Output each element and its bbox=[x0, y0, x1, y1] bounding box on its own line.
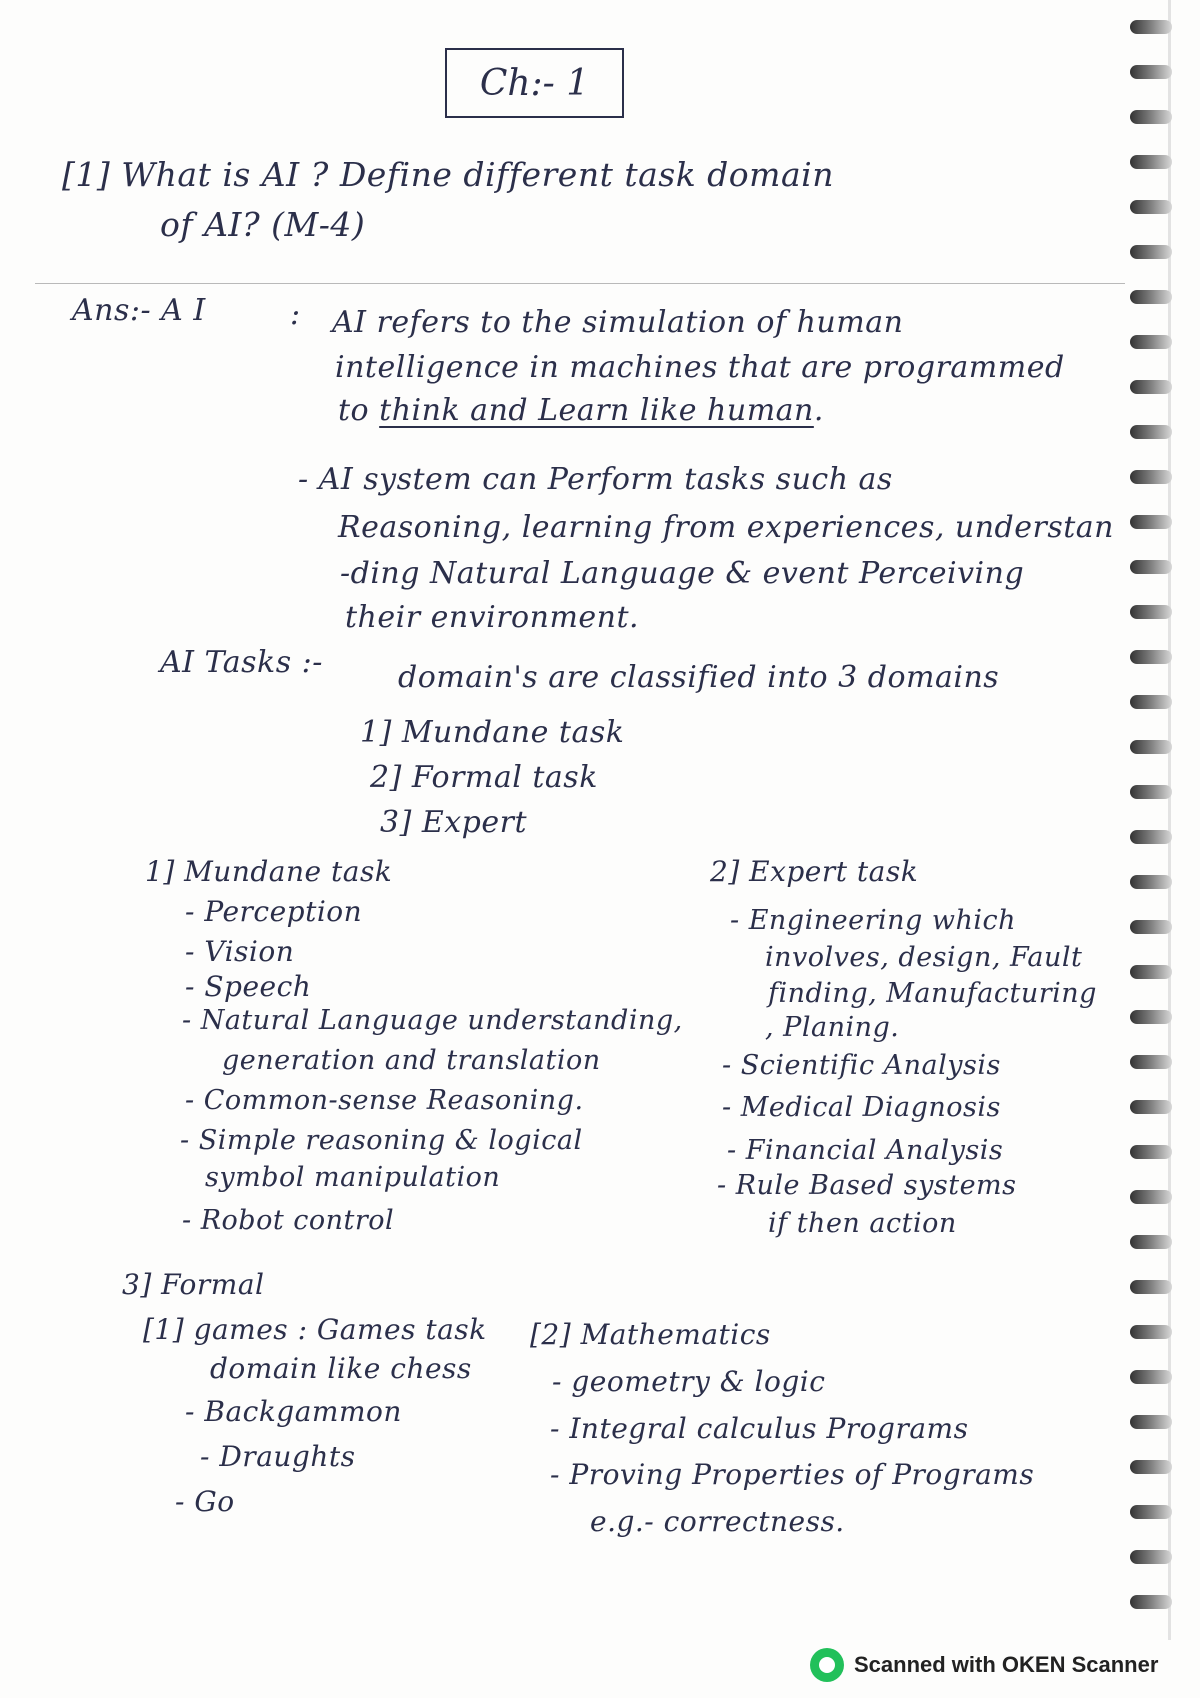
expert-item: involves, design, Fault bbox=[765, 942, 1083, 973]
mundane-heading: 1] Mundane task bbox=[145, 855, 393, 888]
definition-underlined: think and Learn like human bbox=[379, 393, 814, 428]
expert-heading: 2] Expert task bbox=[710, 855, 919, 888]
mundane-item: symbol manipulation bbox=[205, 1162, 501, 1193]
binding-ring bbox=[1130, 695, 1172, 709]
binding-ring bbox=[1130, 560, 1172, 574]
games-item: - Go bbox=[175, 1485, 235, 1518]
mundane-item: - Natural Language understanding, bbox=[182, 1005, 683, 1036]
mundane-item: - Robot control bbox=[182, 1205, 395, 1236]
binding-ring bbox=[1130, 1370, 1172, 1384]
expert-item: - Rule Based systems bbox=[717, 1170, 1017, 1201]
definition-line-2: intelligence in machines that are programmed bbox=[335, 350, 1065, 385]
math-heading: [2] Mathematics bbox=[530, 1318, 771, 1351]
binding-ring bbox=[1130, 1010, 1172, 1024]
system-line-4: their environment. bbox=[345, 600, 640, 635]
mundane-item: - Speech bbox=[185, 970, 312, 1003]
definition-line-3 bbox=[338, 393, 824, 428]
math-item: - geometry & logic bbox=[552, 1365, 826, 1398]
expert-item: , Planing. bbox=[765, 1012, 900, 1043]
mundane-item: - Vision bbox=[185, 935, 295, 968]
mundane-item: generation and translation bbox=[222, 1045, 601, 1076]
chapter-title: Ch:- 1 bbox=[445, 48, 624, 118]
question-line-2: of AI? (M-4) bbox=[160, 205, 366, 244]
tasks-list-item-1: 1] Mundane task bbox=[360, 715, 625, 750]
games-item: - Draughts bbox=[200, 1440, 356, 1473]
binding-ring bbox=[1130, 1145, 1172, 1159]
binding-ring bbox=[1130, 1055, 1172, 1069]
binding-ring bbox=[1130, 380, 1172, 394]
tasks-intro: domain's are classified into 3 domains bbox=[398, 660, 1000, 695]
binding-ring bbox=[1130, 1550, 1172, 1564]
games-line-1: [1] games : Games task bbox=[143, 1313, 487, 1346]
binding-ring bbox=[1130, 515, 1172, 529]
binding-ring bbox=[1130, 1325, 1172, 1339]
binding-ring bbox=[1130, 20, 1172, 34]
binding-ring bbox=[1130, 875, 1172, 889]
question-line-1: [1] What is AI ? Define different task domain bbox=[62, 155, 834, 194]
answer-label: Ans:- A I bbox=[72, 293, 206, 328]
tasks-label: AI Tasks :- bbox=[160, 645, 323, 680]
expert-item: - Medical Diagnosis bbox=[722, 1092, 1001, 1123]
scanner-text: Scanned with OKEN Scanner bbox=[854, 1652, 1159, 1677]
expert-item: if then action bbox=[768, 1208, 957, 1239]
expert-item: finding, Manufacturing bbox=[768, 978, 1097, 1009]
notebook-rule bbox=[35, 283, 1125, 284]
binding-ring bbox=[1130, 1100, 1172, 1114]
definition-line-3-prefix: to bbox=[338, 393, 370, 428]
expert-item: - Engineering which bbox=[730, 905, 1017, 936]
mundane-item: - Common-sense Reasoning. bbox=[185, 1085, 584, 1116]
spiral-binding bbox=[1130, 0, 1180, 1650]
definition-line-1: AI refers to the simulation of human bbox=[332, 305, 904, 340]
system-line-2: Reasoning, learning from experiences, understan bbox=[338, 510, 1115, 545]
binding-ring bbox=[1130, 200, 1172, 214]
binding-ring bbox=[1130, 785, 1172, 799]
math-item: e.g.- correctness. bbox=[590, 1505, 845, 1538]
binding-ring bbox=[1130, 290, 1172, 304]
binding-ring bbox=[1130, 1235, 1172, 1249]
tasks-list-item-3: 3] Expert bbox=[380, 805, 527, 840]
mundane-item: - Simple reasoning & logical bbox=[180, 1125, 583, 1156]
binding-ring bbox=[1130, 1595, 1172, 1609]
system-line-3: -ding Natural Language & event Perceiving bbox=[340, 556, 1025, 591]
binding-ring bbox=[1130, 1190, 1172, 1204]
games-line-2: domain like chess bbox=[210, 1352, 472, 1385]
formal-heading: 3] Formal bbox=[122, 1268, 265, 1301]
binding-ring bbox=[1130, 470, 1172, 484]
binding-ring bbox=[1130, 740, 1172, 754]
mundane-item: - Perception bbox=[185, 895, 363, 928]
binding-ring bbox=[1130, 920, 1172, 934]
definition-period: . bbox=[813, 393, 824, 428]
games-item: - Backgammon bbox=[185, 1395, 402, 1428]
binding-ring bbox=[1130, 155, 1172, 169]
binding-ring bbox=[1130, 1415, 1172, 1429]
binding-ring bbox=[1130, 1460, 1172, 1474]
binding-ring bbox=[1130, 830, 1172, 844]
binding-ring bbox=[1130, 245, 1172, 259]
binding-ring bbox=[1130, 605, 1172, 619]
math-item: - Proving Properties of Programs bbox=[550, 1458, 1035, 1491]
binding-ring bbox=[1130, 1505, 1172, 1519]
tasks-list-item-2: 2] Formal task bbox=[370, 760, 598, 795]
binding-ring bbox=[1130, 1280, 1172, 1294]
expert-item: - Scientific Analysis bbox=[722, 1050, 1001, 1081]
binding-ring bbox=[1130, 65, 1172, 79]
binding-ring bbox=[1130, 650, 1172, 664]
system-line-1: - AI system can Perform tasks such as bbox=[298, 462, 893, 497]
math-item: - Integral calculus Programs bbox=[550, 1412, 969, 1445]
scanner-watermark bbox=[810, 1645, 1158, 1685]
binding-ring bbox=[1130, 965, 1172, 979]
binding-ring bbox=[1130, 335, 1172, 349]
definition-separator: : bbox=[290, 297, 301, 332]
scanner-logo-icon bbox=[810, 1648, 844, 1682]
binding-ring bbox=[1130, 110, 1172, 124]
binding-ring bbox=[1130, 425, 1172, 439]
expert-item: - Financial Analysis bbox=[727, 1135, 1004, 1166]
